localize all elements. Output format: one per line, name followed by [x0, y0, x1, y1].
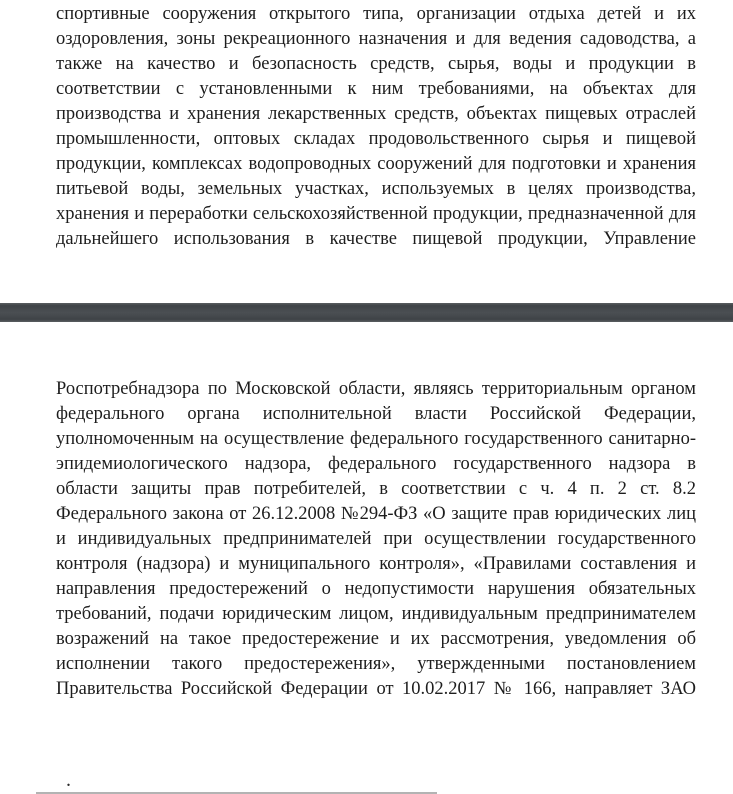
- page-break-band: [0, 303, 733, 322]
- text-line: области защиты прав потребителей, в соответствии с ч. 4 п. 2 ст. 8.2: [56, 479, 696, 499]
- text-line: производства и хранения лекарственных средств, объектах пищевых отраслей: [56, 104, 696, 124]
- text-line: Роспотребнадзора по Московской области, являясь территориальным органом: [56, 379, 696, 399]
- text-line: дальнейшего использования в качестве пищевой продукции, Управление: [56, 229, 696, 249]
- text-line: Федерального закона от 26.12.2008 №294-ФЗ «О защите прав юридических лиц: [56, 504, 696, 524]
- text-line: контроля (надзора) и муниципального контроля», «Правилами составления и: [56, 554, 696, 574]
- page-1-surface[interactable]: [0, 0, 733, 303]
- text-line: уполномоченным на осуществление федерального государственного санитарно-: [56, 429, 696, 449]
- text-line: также на качество и безопасность средств, сырья, воды и продукции в: [56, 54, 696, 74]
- text-line: промышленности, оптовых складах продовольственного сырья и пищевой: [56, 129, 696, 149]
- text-line: требований, подачи юридическим лицом, индивидуальным предпринимателем: [56, 604, 696, 624]
- text-line: спортивные сооружения открытого типа, организации отдыха детей и их: [56, 4, 696, 24]
- page-2-surface[interactable]: [0, 322, 733, 794]
- footnote-mark: .: [66, 769, 71, 791]
- text-line: и индивидуальных предпринимателей при осуществлении государственного: [56, 529, 696, 549]
- paragraph-2: [56, 377, 696, 702]
- text-line: хранения и переработки сельскохозяйственной продукции, предназначенной для: [56, 204, 696, 224]
- text-line: исполнении такого предостережения», утвержденными постановлением: [56, 654, 696, 674]
- paragraph-1: [56, 2, 696, 252]
- text-line: эпидемиологического надзора, федерального государственного надзора в: [56, 454, 696, 474]
- text-line: продукции, комплексах водопроводных сооружений для подготовки и хранения: [56, 154, 696, 174]
- text-line: оздоровления, зоны рекреационного назначения и для ведения садоводства, а: [56, 29, 696, 49]
- text-line: возражений на такое предостережение и их рассмотрения, уведомления об: [56, 629, 696, 649]
- text-line: соответствии с установленными к ним требованиями, на объектах для: [56, 79, 696, 99]
- text-line: направления предостережений о недопустимости нарушения обязательных: [56, 579, 696, 599]
- text-line: Правительства Российской Федерации от 10.02.2017 № 166, направляет ЗАО: [56, 679, 696, 699]
- text-line: федерального органа исполнительной власти Российской Федерации,: [56, 404, 696, 424]
- text-line: питьевой воды, земельных участках, используемых в целях производства,: [56, 179, 696, 199]
